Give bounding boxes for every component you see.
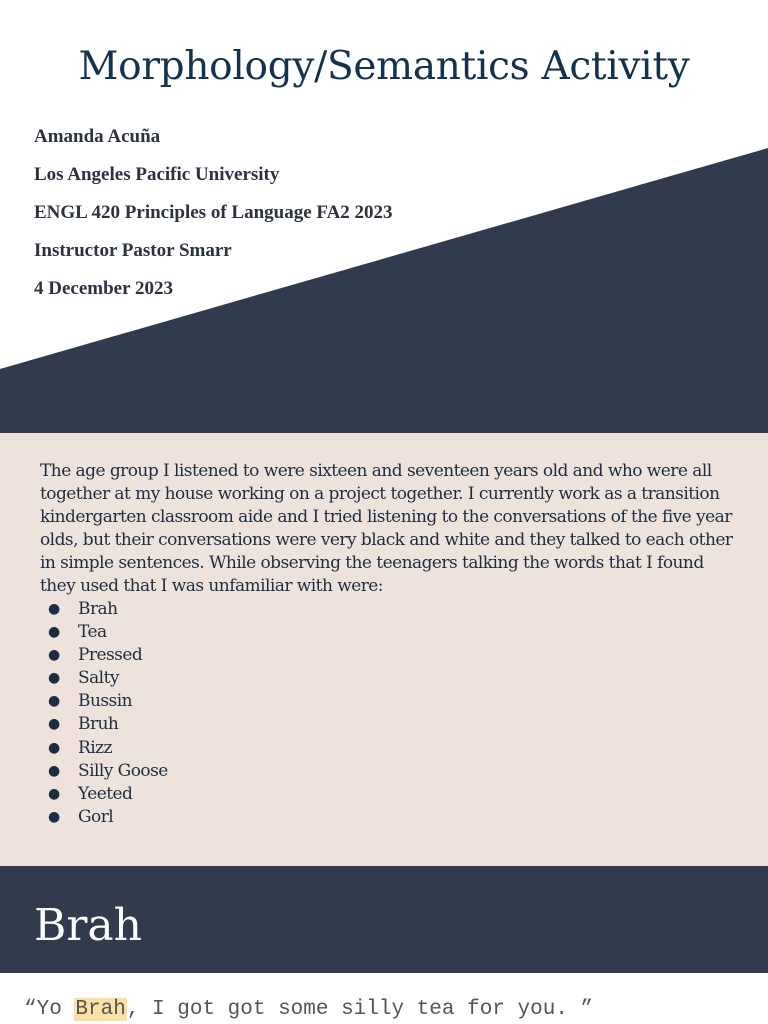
university-name: Los Angeles Pacific University (34, 164, 280, 185)
word-list-item (40, 644, 740, 667)
quote-open: “Yo (24, 998, 75, 1021)
word-label: Salty (78, 668, 119, 689)
observation-paragraph: The age group I listened to were sixteen and seventeen years old and who were all together at my house working on a project together. I currently work as a transition kindergarten classroom aide and I tried listening to the conversations of the five year olds, but their conversations were very black and white and they talked to each other in simple sentences. While observing the teenagers talking the words that I found they used that I was unfamiliar with were: (40, 461, 733, 596)
word-list-item (40, 783, 740, 806)
word-label: Yeeted (78, 783, 133, 804)
word-label: Tea (78, 622, 107, 643)
word-label: Brah (78, 599, 118, 619)
word-list-item (40, 713, 740, 736)
bullet-icon: ● (48, 670, 60, 687)
word-label: Pressed (78, 645, 143, 666)
bullet-icon: ● (48, 808, 60, 825)
bullet-icon: ● (48, 624, 60, 641)
observation-slide (0, 433, 768, 866)
bullet-icon: ● (48, 762, 60, 779)
word-list-item (40, 598, 740, 621)
word-slide-heading: Brah (34, 900, 142, 951)
example-quote (24, 998, 593, 1021)
unfamiliar-words-list (40, 598, 740, 829)
word-list-item (40, 667, 740, 690)
bullet-icon: ● (48, 693, 60, 710)
highlighted-word: Brah (75, 998, 126, 1021)
presentation-title: Morphology/Semantics Activity (78, 44, 690, 89)
bullet-icon: ● (48, 601, 60, 617)
word-list-item (40, 806, 740, 829)
instructor-name: Instructor Pastor Smarr (34, 240, 232, 261)
course-name: ENGL 420 Principles of Language FA2 2023 (34, 202, 393, 223)
presentation-date: 4 December 2023 (34, 278, 173, 299)
word-list-item (40, 737, 740, 760)
word-slide-header (0, 866, 768, 973)
bullet-icon: ● (48, 739, 60, 756)
quote-close: , I got got some silly tea for you. ” (126, 998, 594, 1021)
word-label: Gorl (78, 806, 114, 827)
author-name: Amanda Acuña (34, 126, 161, 147)
word-label: Bussin (78, 691, 132, 712)
word-label: Rizz (78, 737, 112, 758)
bullet-icon: ● (48, 785, 60, 802)
word-list-item (40, 621, 740, 644)
word-list-item (40, 760, 740, 783)
title-slide (0, 0, 768, 433)
word-list-item (40, 690, 740, 713)
word-label: Silly Goose (78, 760, 168, 781)
bullet-icon: ● (48, 647, 60, 664)
observation-body (40, 460, 740, 829)
word-label: Bruh (78, 714, 119, 735)
bullet-icon: ● (48, 716, 60, 733)
